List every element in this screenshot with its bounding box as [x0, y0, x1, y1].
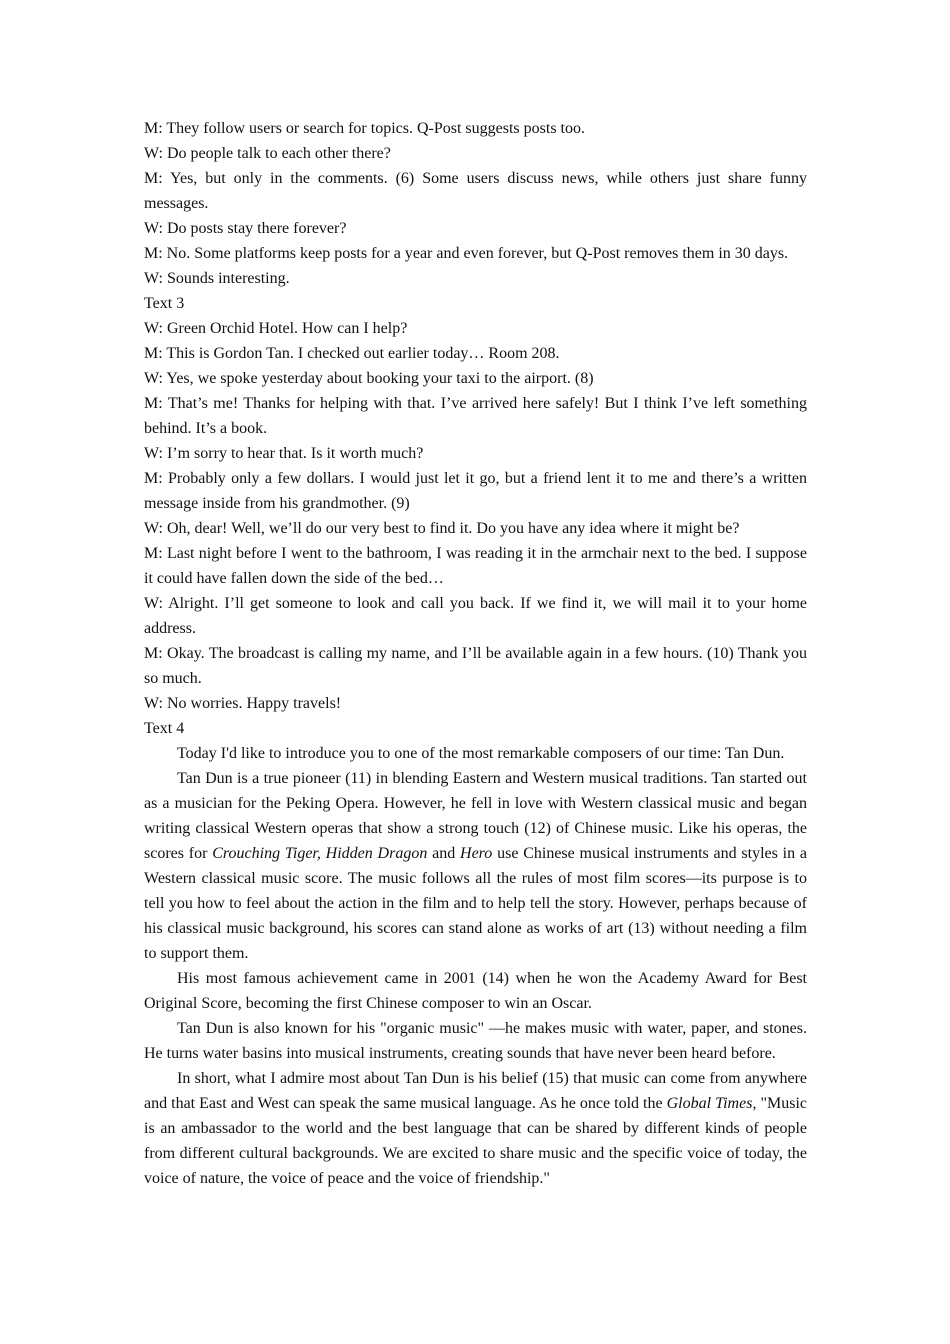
dialogue-line: W: Alright. I’ll get someone to look and call you back. If we find it, we will mail it to your home address.	[144, 595, 807, 637]
film-title: Hero	[460, 845, 493, 862]
dialogue-line: W: Oh, dear! Well, we’ll do our very best to find it. Do you have any idea where it might be?	[144, 520, 740, 537]
dialogue-line: M: Last night before I went to the bathroom, I was reading it in the armchair next to the bed. I suppose it could have fallen down the side of the bed…	[144, 545, 807, 587]
dialogue-line: M: Yes, but only in the comments. (6) Some users discuss news, while others just share funny messages.	[144, 170, 807, 212]
dialogue-line: W: Do posts stay there forever?	[144, 220, 347, 237]
dialogue-line: M: Okay. The broadcast is calling my name, and I’ll be available again in a few hours. (10) Thank you so much.	[144, 645, 807, 687]
dialogue-line: M: No. Some platforms keep posts for a year and even forever, but Q-Post removes them in 30 days.	[144, 245, 789, 262]
paragraph-text: and	[427, 845, 461, 862]
dialogue-line: W: Yes, we spoke yesterday about booking your taxi to the airport. (8)	[144, 370, 594, 387]
document-page	[144, 116, 807, 1191]
newspaper-title: Global Times	[666, 1095, 753, 1112]
paragraph-text: use Chinese musical instruments and styles in a Western classical music score. The music follows all the rules of most film scores—its purpose is to tell you how to feel about the action in the film and to help tell the story. However, perhaps because of his classical music background, his scores can stand alone as works of art (13) without needing a film to support them.	[144, 845, 808, 962]
dialogue-line: M: Probably only a few dollars. I would just let it go, but a friend lent it to me and there’s a written message inside from his grandmother. (9)	[144, 470, 807, 512]
dialogue-line: W: Do people talk to each other there?	[144, 145, 391, 162]
paragraph-text: His most famous achievement came in 2001 (14) when he won the Academy Award for Best Original Score, becoming the first Chinese composer to win an Oscar.	[144, 970, 807, 1012]
paragraph-text: Tan Dun is also known for his "organic music" —he makes music with water, paper, and stones. He turns water basins into musical instruments, creating sounds that have never been heard before.	[144, 1020, 807, 1062]
dialogue-line: M: That’s me! Thanks for helping with that. I’ve arrived here safely! But I think I’ve left something behind. It’s a book.	[144, 395, 807, 437]
paragraph-pioneer	[144, 766, 807, 966]
dialogue-line: M: This is Gordon Tan. I checked out earlier today… Room 208.	[144, 345, 560, 362]
paragraph-conclusion	[144, 1066, 807, 1191]
dialogue-line: M: They follow users or search for topics. Q-Post suggests posts too.	[144, 120, 585, 137]
paragraph-intro	[144, 741, 807, 766]
dialogue-line: W: I’m sorry to hear that. Is it worth much?	[144, 445, 424, 462]
dialogue-line: W: Sounds interesting.	[144, 270, 290, 287]
paragraph-text: Tan Dun is a true pioneer (11) in blending Eastern and Western musical traditions. Tan started out as a musician for the Peking Opera. However, he fell in love with Western classical music and began writing classical Western operas that show a strong touch (12) of Chinese music. Like his operas, the scores for	[144, 770, 807, 862]
paragraph-text: , "Music is an ambassador to the world and the best language that can be shared by different kinds of people from different cultural backgrounds. We are excited to share music and the specific voice of today, the voice of nature, the voice of peace and the voice of friendship."	[144, 1095, 807, 1187]
section-heading-text-4: Text 4	[144, 720, 185, 737]
paragraph-text: Today I'd like to introduce you to one of the most remarkable composers of our time: Tan Dun.	[177, 745, 785, 762]
dialogue-line: W: No worries. Happy travels!	[144, 695, 342, 712]
paragraph-achievement	[144, 966, 807, 1016]
paragraph-text: In short, what I admire most about Tan Dun is his belief (15) that music can come from anywhere and that East and West can speak the same musical language. As he once told the	[144, 1070, 807, 1112]
section-heading-text-3: Text 3	[144, 295, 185, 312]
film-title: Crouching Tiger, Hidden Dragon	[212, 845, 428, 862]
paragraph-organic-music	[144, 1016, 807, 1066]
dialogue-line: W: Green Orchid Hotel. How can I help?	[144, 320, 408, 337]
